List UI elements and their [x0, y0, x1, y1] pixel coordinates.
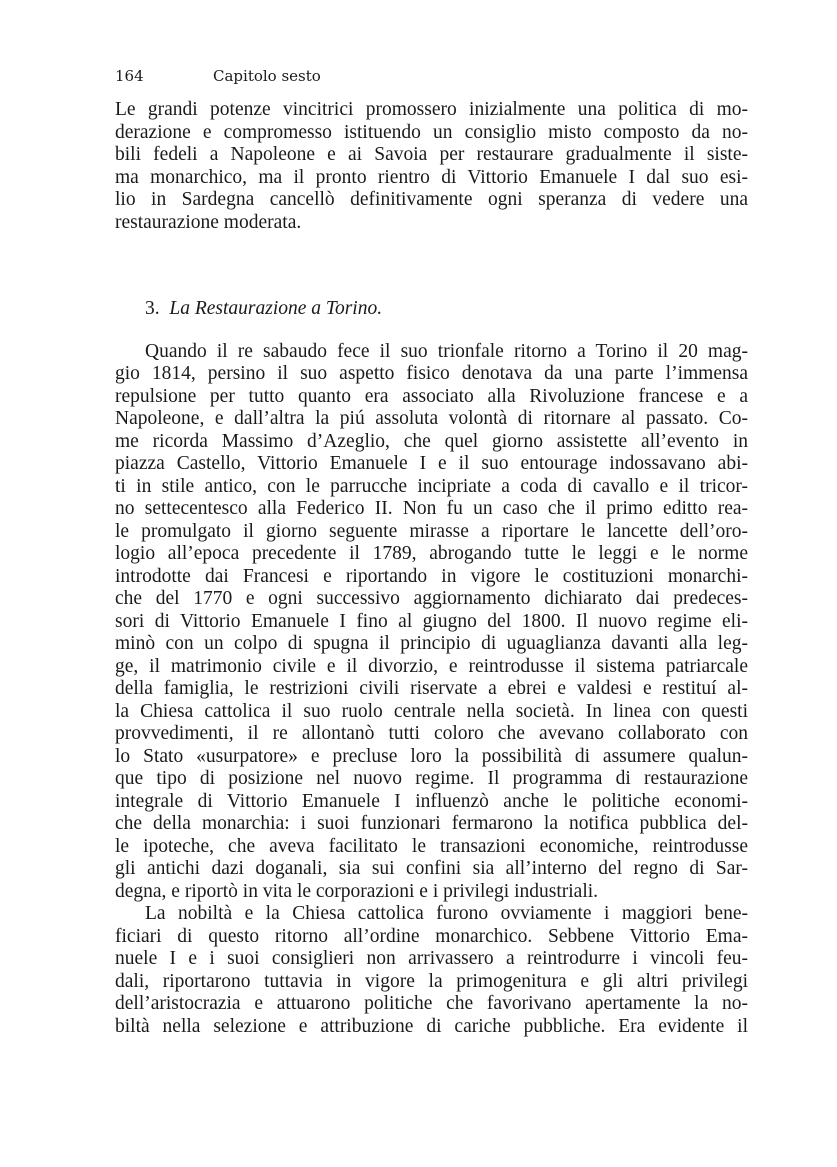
text-line: gio 1814, persino il suo aspetto fisico denotava da una parte l’immensa: [115, 363, 748, 384]
text-line: bili fedeli a Napoleone e ai Savoia per restaurare gradualmente il siste-: [115, 144, 748, 165]
text-line: no settecentesco alla Federico II. Non fu un caso che il primo editto rea-: [115, 498, 748, 519]
text-line: le promulgato il giorno seguente mirasse a riportare le lancette dell’oro-: [115, 520, 748, 542]
text-line: integrale di Vittorio Emanuele I influenzò anche le politiche economi-: [115, 790, 748, 812]
text-line: ficiari di questo ritorno all’ordine monarchico. Sebbene Vittorio Ema-: [115, 925, 748, 947]
paragraph-3: [115, 903, 748, 1038]
text-line: degna, e riportò in vita le corporazioni e i privilegi industriali.: [115, 880, 599, 902]
text-line: ge, il matrimonio civile e il divorzio, e reintrodusse il sistema patriarcale: [115, 655, 748, 677]
text-line: che del 1770 e ogni successivo aggiornamento dichiarato dai predeces-: [115, 588, 748, 609]
text-line: dali, riportarono tuttavia in vigore la primogenitura e gli altri privilegi: [115, 970, 748, 992]
text-line: della famiglia, le restrizioni civili riservate a ebrei e valdesi e restituí al-: [115, 678, 748, 699]
text-line: nuele I e i suoi consiglieri non arrivassero a reintrodurre i vincoli feu-: [115, 948, 748, 969]
section-title: La Restaurazione a Torino.: [169, 298, 383, 319]
text-line: che della monarchia: i suoi funzionari fermarono la notifica pubblica del-: [115, 813, 748, 834]
text-line: ti in stile antico, con le parrucche incipriate a coda di cavallo e il tricor-: [115, 475, 748, 497]
text-line: me ricorda Massimo d’Azeglio, che quel giorno assistette all’evento in: [115, 430, 748, 452]
chapter-title: Capitolo sesto: [213, 67, 321, 85]
text-line: logio all’epoca precedente il 1789, abrogando tutte le leggi e le norme: [115, 543, 748, 564]
text-line: repulsione per tutto quanto era associato alla Rivoluzione francese e a: [115, 385, 748, 407]
paragraph-2: [115, 341, 748, 904]
text-line: Napoleone, e dall’altra la piú assoluta volontà di ritornare al passato. Co-: [115, 408, 748, 429]
text-line: minò con un colpo di spugna il principio di uguaglianza davanti alla leg-: [115, 633, 748, 654]
body-text: [115, 99, 748, 1038]
text-line: provvedimenti, il re allontanò tutti coloro che avevano collaborato con: [115, 723, 748, 744]
section-heading: [115, 298, 748, 321]
text-line: Quando il re sabaudo fece il suo trionfale ritorno a Torino il 20 mag-: [145, 340, 748, 362]
text-line: lo Stato «usurpatore» e precluse loro la possibilità di assumere qualun-: [115, 745, 748, 767]
text-line: sori di Vittorio Emanuele I fino al giugno del 1800. Il nuovo regime eli-: [115, 610, 748, 632]
text-line: lio in Sardegna cancellò definitivamente ogni speranza di vedere una: [115, 189, 748, 210]
text-line: ma monarchico, ma il pronto rientro di Vittorio Emanuele I dal suo esi-: [115, 166, 748, 188]
text-line: biltà nella selezione e attribuzione di cariche pubbliche. Era evidente il: [115, 1015, 748, 1037]
text-line: Le grandi potenze vincitrici promossero inizialmente una politica di mo-: [115, 99, 748, 120]
text-line: la Chiesa cattolica il suo ruolo centrale nella società. In linea con questi: [115, 700, 748, 722]
running-head: [115, 66, 755, 86]
page-number: 164: [115, 67, 144, 85]
paragraph-1: [115, 99, 748, 234]
text-line: le ipoteche, che aveva facilitato le transazioni economiche, reintrodusse: [115, 835, 748, 857]
section-number: 3.: [145, 298, 160, 319]
text-line: restaurazione moderata.: [115, 211, 302, 233]
text-line: La nobiltà e la Chiesa cattolica furono ovviamente i maggiori bene-: [145, 903, 748, 924]
text-line: que tipo di posizione nel nuovo regime. Il programma di restaurazione: [115, 768, 748, 789]
text-line: introdotte dai Francesi e riportando in vigore le costituzioni monarchi-: [115, 565, 748, 587]
text-line: piazza Castello, Vittorio Emanuele I e il suo entourage indossavano abi-: [115, 453, 748, 474]
text-line: dell’aristocrazia e attuarono politiche che favorivano apertamente la no-: [115, 993, 748, 1014]
text-line: gli antichi dazi doganali, sia sui confini sia all’interno del regno di Sar-: [115, 858, 748, 879]
text-line: derazione e compromesso istituendo un consiglio misto composto da no-: [115, 121, 748, 143]
